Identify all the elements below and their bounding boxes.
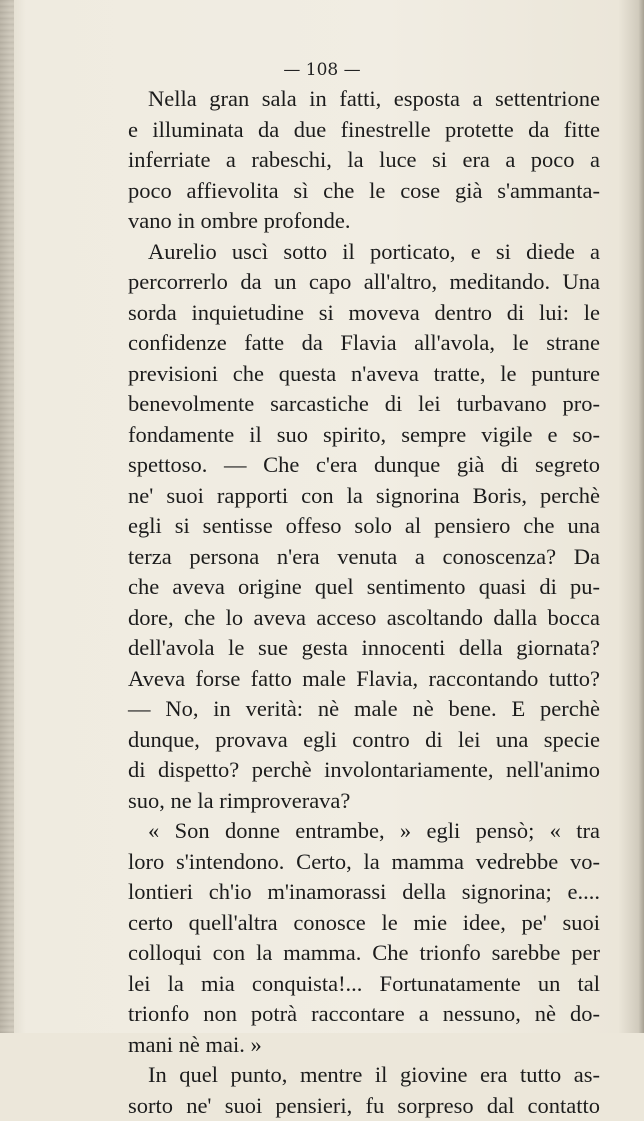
- text-line: dunque, provava egli contro di lei una specie: [128, 725, 600, 756]
- text-line: certo quell'altra conosce le mie idee, pe' suoi: [128, 908, 600, 939]
- text-line: Aveva forse fatto male Flavia, raccontando tutto?: [128, 664, 600, 695]
- page-right-edge: [638, 0, 644, 1033]
- text-line: dore, che lo aveva acceso ascoltando dalla bocca: [128, 603, 600, 634]
- text-line: loro s'intendono. Certo, la mamma vedrebbe vo-: [128, 847, 600, 878]
- text-line: egli si sentisse offeso solo al pensiero che una: [128, 511, 600, 542]
- text-line: percorrerlo da un capo all'altro, meditando. Una: [128, 267, 600, 298]
- text-line: di dispetto? perchè involontariamente, nell'animo: [128, 755, 600, 786]
- body-text: [128, 84, 600, 1121]
- text-line: — No, in verità: nè male nè bene. E perchè: [128, 694, 600, 725]
- text-line: e illuminata da due finestrelle protette da fitte: [128, 115, 600, 146]
- text-line: confidenze fatte da Flavia all'avola, le strane: [128, 328, 600, 359]
- text-line: Nella gran sala in fatti, esposta a settentrione: [128, 84, 600, 115]
- text-line: inferriate a rabeschi, la luce si era a poco a: [128, 145, 600, 176]
- text-line: ne' suoi rapporti con la signorina Boris, perchè: [128, 481, 600, 512]
- text-line: che aveva origine quel sentimento quasi di pu-: [128, 572, 600, 603]
- text-line: colloqui con la mamma. Che trionfo sarebbe per: [128, 938, 600, 969]
- text-line: In quel punto, mentre il giovine era tutto as-: [128, 1060, 600, 1091]
- text-line: Aurelio uscì sotto il porticato, e si diede a: [128, 237, 600, 268]
- text-line: poco affievolita sì che le cose già s'ammanta-: [128, 176, 600, 207]
- text-line: sorto ne' suoi pensieri, fu sorpreso dal contatto: [128, 1091, 600, 1121]
- text-line: suo, ne la rimproverava?: [128, 786, 600, 817]
- text-line: lontieri ch'io m'inamorassi della signorina; e....: [128, 877, 600, 908]
- page-number: — 108 —: [0, 60, 644, 80]
- book-binding-edge: [0, 0, 14, 1033]
- text-line: sorda inquietudine si moveva dentro di lui: le: [128, 298, 600, 329]
- text-line: vano in ombre profonde.: [128, 206, 600, 237]
- text-line: « Son donne entrambe, » egli pensò; « tra: [128, 816, 600, 847]
- text-line: previsioni che questa n'aveva tratte, le punture: [128, 359, 600, 390]
- text-line: lei la mia conquista!... Fortunatamente un tal: [128, 969, 600, 1000]
- text-line: benevolmente sarcastiche di lei turbavano pro-: [128, 389, 600, 420]
- text-line: trionfo non potrà raccontare a nessuno, nè do-: [128, 999, 600, 1030]
- text-line: fondamente il suo spirito, sempre vigile e so-: [128, 420, 600, 451]
- text-line: terza persona n'era venuta a conoscenza? Da: [128, 542, 600, 573]
- text-line: dell'avola le sue gesta innocenti della giornata?: [128, 633, 600, 664]
- text-line: mani nè mai. »: [128, 1030, 600, 1061]
- text-line: spettoso. — Che c'era dunque già di segreto: [128, 450, 600, 481]
